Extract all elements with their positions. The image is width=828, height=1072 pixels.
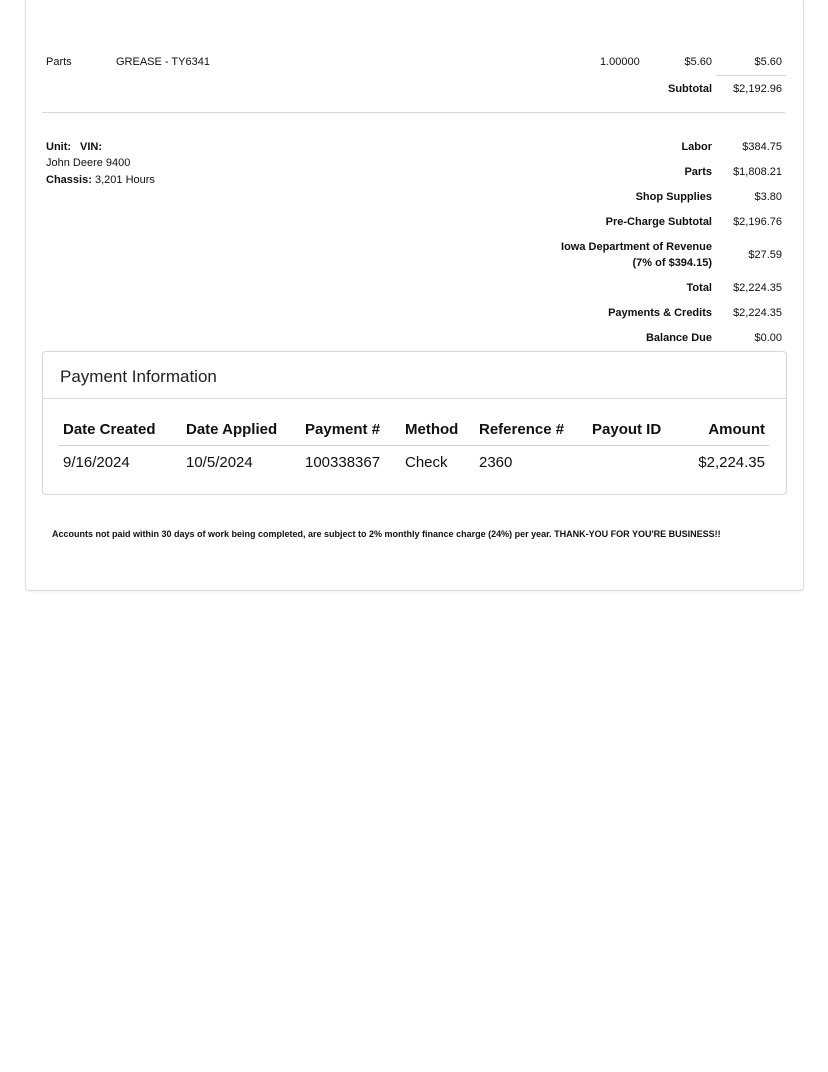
summary-label-payments-credits: Payments & Credits <box>608 307 712 319</box>
line-item-amount: $5.60 <box>754 56 782 68</box>
summary-value-parts: $1,808.21 <box>733 166 782 178</box>
line-item-unit-price: $5.60 <box>684 56 712 68</box>
summary-label-balance-due: Balance Due <box>645 332 712 344</box>
section-divider <box>42 112 785 113</box>
unit-label: Unit: <box>46 141 72 153</box>
chassis-value: 3,201 Hours <box>95 174 155 186</box>
payment-information-title: Payment Information <box>60 367 217 386</box>
subtotal-value: $2,192.96 <box>733 83 782 95</box>
amount-divider <box>716 75 786 76</box>
summary-label-tax-detail: (7% of $394.15) <box>632 257 712 269</box>
payment-information-header <box>43 352 786 399</box>
summary-value-balance-due: $0.00 <box>754 332 782 344</box>
table-header-divider <box>59 445 769 446</box>
cell-amount: $2,224.35 <box>698 454 765 471</box>
summary-value-total: $2,224.35 <box>733 282 782 294</box>
cell-date-applied: 10/5/2024 <box>186 454 253 471</box>
summary-value-shop-supplies: $3.80 <box>754 191 782 203</box>
cell-payment-number: 100338367 <box>305 454 381 471</box>
vin-label: VIN: <box>80 141 102 153</box>
column-header-amount: Amount <box>708 421 765 438</box>
summary-label-tax: Iowa Department of Revenue <box>561 241 712 253</box>
finance-terms-note: Accounts not paid within 30 days of work being completed, are subject to 2% monthly finance charge (24%) per year. THANK-YOU FOR YOU'RE BUSINESS!! <box>52 529 721 539</box>
column-header-date-applied: Date Applied <box>186 421 278 438</box>
line-item-quantity: 1.00000 <box>600 56 640 68</box>
summary-label-total: Total <box>686 282 712 294</box>
cell-date-created: 9/16/2024 <box>63 454 130 471</box>
line-item-description: GREASE - TY6341 <box>116 56 210 68</box>
cell-method: Check <box>405 454 448 471</box>
subtotal-label: Subtotal <box>668 83 712 95</box>
summary-label-pre-charge-subtotal: Pre-Charge Subtotal <box>605 216 712 228</box>
summary-value-payments-credits: $2,224.35 <box>733 307 782 319</box>
chassis-label: Chassis: <box>46 174 92 186</box>
summary-label-shop-supplies: Shop Supplies <box>635 191 712 203</box>
column-header-method: Method <box>405 421 459 438</box>
line-item-type: Parts <box>46 56 72 68</box>
column-header-reference-number: Reference # <box>479 421 565 438</box>
summary-label-labor: Labor <box>681 141 712 153</box>
summary-value-pre-charge-subtotal: $2,196.76 <box>733 216 782 228</box>
summary-value-tax: $27.59 <box>748 249 782 261</box>
column-header-date-created: Date Created <box>63 421 156 438</box>
cell-reference-number: 2360 <box>479 454 513 471</box>
unit-model: John Deere 9400 <box>46 157 131 169</box>
summary-value-labor: $384.75 <box>742 141 782 153</box>
summary-label-parts: Parts <box>684 166 712 178</box>
column-header-payout-id: Payout ID <box>592 421 662 438</box>
column-header-payment-number: Payment # <box>305 421 381 438</box>
